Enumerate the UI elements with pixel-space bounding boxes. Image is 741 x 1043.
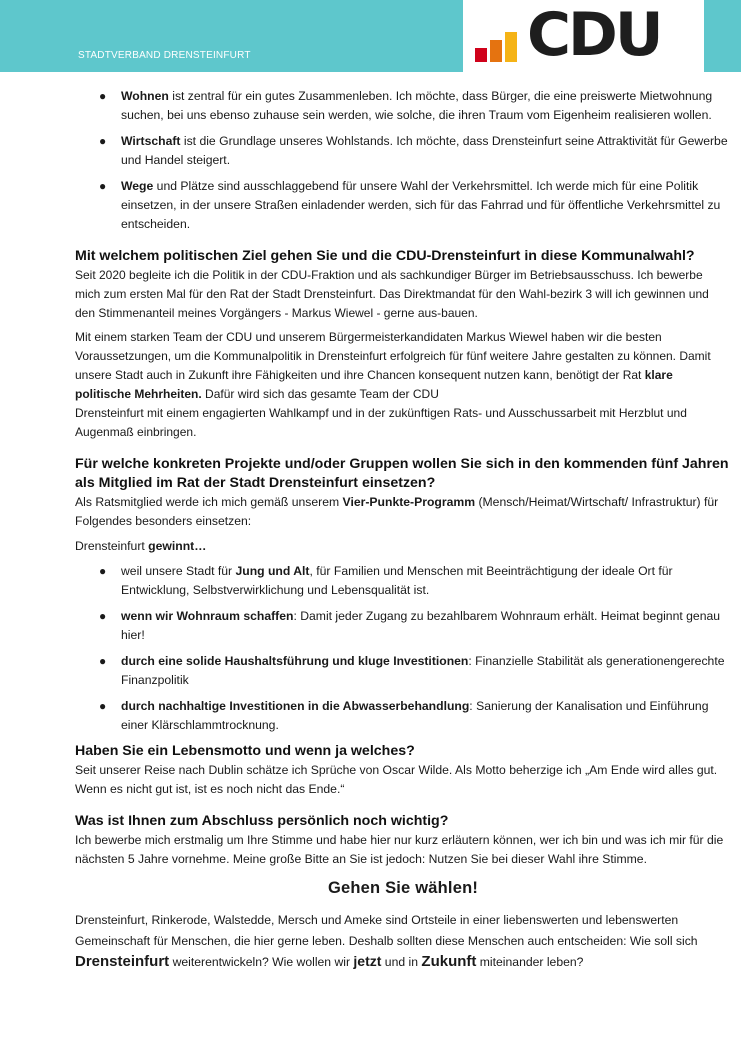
item-keyword: durch nachhaltige Investitionen in die Abwasserbehandlung bbox=[121, 699, 470, 713]
list-item bbox=[99, 87, 731, 125]
paragraph bbox=[75, 328, 731, 442]
bullet-list-projects bbox=[75, 562, 731, 735]
text-run: Dafür wird sich das gesamte Team der CDU bbox=[201, 387, 439, 401]
item-keyword: Jung und Alt bbox=[235, 564, 310, 578]
text-run: Als Ratsmitglied werde ich mich gemäß unserem bbox=[75, 495, 343, 509]
bullet-icon: ● bbox=[99, 609, 107, 623]
bullet-icon: ● bbox=[99, 699, 107, 713]
list-item bbox=[99, 562, 731, 600]
text-emphasis: klare politische Mehrheiten. bbox=[75, 368, 673, 401]
item-keyword: Wohnen bbox=[121, 89, 169, 103]
section-heading-closing-remarks: Was ist Ihnen zum Abschluss persönlich noch wichtig? bbox=[75, 813, 449, 829]
text-emphasis: gewinnt… bbox=[148, 539, 207, 553]
list-item bbox=[99, 132, 731, 170]
list-item bbox=[99, 607, 731, 645]
logo-text: CDU bbox=[527, 0, 661, 70]
item-keyword: wenn wir Wohnraum schaffen bbox=[121, 609, 294, 623]
cdu-logo bbox=[463, 0, 704, 72]
call-to-action-title: Gehen Sie wählen! bbox=[327, 879, 479, 897]
bullet-icon: ● bbox=[99, 89, 107, 103]
section-heading-projects: Für welche konkreten Projekte und/oder Gruppen wollen Sie sich in den kommenden fünf Jahren als Mitglied im Rat der Stadt Drensteinfurt einsetzen? bbox=[75, 456, 729, 491]
list-item bbox=[99, 177, 731, 234]
org-name: STADTVERBAND DRENSTEINFURT bbox=[78, 50, 251, 61]
bullet-icon: ● bbox=[99, 654, 107, 668]
text-emphasis: Zukunft bbox=[421, 953, 477, 970]
text-run: (Mensch/Heimat/Wirtschaft/ Infrastruktur) für Folgendes besonders einsetzen: bbox=[75, 495, 719, 528]
text-run: miteinander leben? bbox=[476, 955, 584, 969]
text-run: weil unsere Stadt für bbox=[121, 564, 236, 578]
bullet-icon: ● bbox=[99, 179, 107, 193]
item-text: und Plätze sind ausschlaggebend für unsere Wahl der Verkehrsmittel. Ich werde mich für eine Politik einsetzen, in der unsere Straßen einladender werden, sich für das Fahrrad und für öffentliche Verkehrsmittel zu entscheiden. bbox=[121, 179, 721, 231]
bullet-icon: ● bbox=[99, 134, 107, 148]
item-keyword: durch eine solide Haushaltsführung und kluge Investitionen bbox=[121, 654, 469, 668]
item-keyword: Wirtschaft bbox=[121, 134, 181, 148]
bullet-icon: ● bbox=[99, 564, 107, 578]
header-banner bbox=[0, 0, 741, 72]
section-heading-political-goal: Mit welchem politischen Ziel gehen Sie und die CDU-Drensteinfurt in diese Kommunalwahl? bbox=[75, 248, 695, 264]
item-text: , für Familien und Menschen mit Beeinträchtigung der ideale Ort für Entwicklung, Selbstverwirklichung und Lebensqualität ist. bbox=[121, 564, 673, 597]
text-emphasis: jetzt bbox=[353, 953, 382, 969]
paragraph: Ich bewerbe mich erstmalig um Ihre Stimme und habe hier nur kurz erläutern können, wer ich bin und was ich mir für die nächsten 5 Jahre vornehme. Meine große Bitte an Sie ist jedoch: Nutzen Sie bei dieser Wahl ihre Stimme. bbox=[75, 833, 724, 866]
paragraph: Seit 2020 begleite ich die Politik in der CDU-Fraktion und als sachkundiger Bürger im Betriebsausschuss. Ich bewerbe mich zum ersten Mal für den Rat der Stadt Drensteinfurt. Das Direktmandat für den Wahl-bezirk 3 will ich gewinnen und den Stimmenanteil meines Vorgängers - Markus Wiewel - gerne aus-bauen. bbox=[75, 268, 709, 320]
item-text: : Finanzielle Stabilität als generationengerechte Finanzpolitik bbox=[121, 654, 725, 687]
paragraph bbox=[75, 537, 731, 556]
text-run: Drensteinfurt bbox=[75, 539, 149, 553]
item-text: ist zentral für ein gutes Zusammenleben. Ich möchte, dass Bürger, die eine preiswerte Mietwohnung suchen, bei uns ebenso zuhause sein werden, wie solche, die ihren Traum vom Eigenheim realisieren wollen. bbox=[121, 89, 713, 122]
paragraph bbox=[75, 493, 731, 531]
item-text: ist die Grundlage unseres Wohlstands. Ich möchte, dass Drensteinfurt seine Attraktivität für Gewerbe und Handel steigert. bbox=[121, 134, 728, 167]
text-run: Drensteinfurt, Rinkerode, Walstedde, Mersch und Ameke sind Ortsteile in einer liebenswerten und lebenswerten Gemeinschaft für Menschen, die hier gerne leben. Deshalb sollten diese Menschen auch entscheiden: Wie soll sich bbox=[75, 913, 698, 948]
item-text: : Sanierung der Kanalisation und Einführung einer Klärschlammtrocknung. bbox=[121, 699, 709, 732]
text-emphasis: Drensteinfurt bbox=[75, 953, 170, 970]
paragraph: Seit unserer Reise nach Dublin schätze ich Sprüche von Oscar Wilde. Als Motto beherzige ich „Am Ende wird alles gut. Wenn es nicht gut ist, ist es noch nicht das Ende.“ bbox=[75, 763, 718, 796]
list-item bbox=[99, 697, 731, 735]
section-heading-motto: Haben Sie ein Lebensmotto und wenn ja welches? bbox=[75, 743, 415, 759]
text-run: weiterentwickeln? Wie wollen wir bbox=[169, 955, 354, 969]
closing-paragraph bbox=[75, 910, 731, 973]
text-run: Drensteinfurt mit einem engagierten Wahlkampf und in der zukünftigen Rats- und Ausschussarbeit mit Herzblut und Augenmaß einbringen. bbox=[75, 406, 687, 439]
text-run: und in bbox=[381, 955, 422, 969]
logo-bars-icon bbox=[475, 20, 525, 62]
text-run: Mit einem starken Team der CDU und unserem Bürgermeisterkandidaten Markus Wiewel haben wir die besten Voraussetzungen, um die Kommunalpolitik in Drensteinfurt erfolgreich für fünf weitere Jahre gestalten zu können. Damit unsere Stadt auch in Zukunft ihre Fähigkeiten und ihre Chancen konsequent nutzen kann, benötigt der Rat bbox=[75, 330, 711, 382]
text-emphasis: Vier-Punkte-Programm bbox=[342, 495, 476, 509]
bullet-list-priorities bbox=[75, 87, 731, 234]
item-keyword: Wege bbox=[121, 179, 154, 193]
item-text: : Damit jeder Zugang zu bezahlbarem Wohnraum erhält. Heimat beginnt genau hier! bbox=[121, 609, 721, 642]
document-body bbox=[75, 87, 731, 973]
list-item bbox=[99, 652, 731, 690]
